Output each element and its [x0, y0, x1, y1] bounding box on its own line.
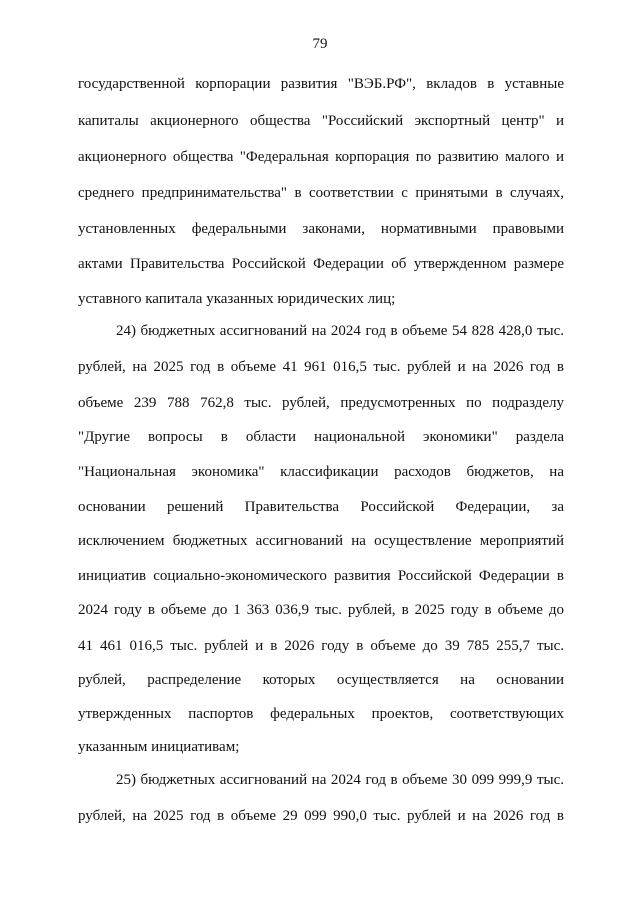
text-line: основании решений Правительства Российской Федерации, за: [78, 499, 564, 515]
text-line: установленных федеральными законами, нормативными правовыми: [78, 221, 564, 237]
paragraph-start-line: 24) бюджетных ассигнований на 2024 год в объеме 54 828 428,0 тыс.: [116, 323, 564, 339]
page-number: 79: [312, 36, 328, 52]
text-line: "Национальная экономика" классификации расходов бюджетов, на: [78, 464, 564, 480]
text-line: 41 461 016,5 тыс. рублей и в 2026 году в объеме до 39 785 255,7 тыс.: [78, 638, 564, 654]
text-line: уставного капитала указанных юридических лиц;: [78, 291, 396, 307]
text-line: "Другие вопросы в области национальной экономики" раздела: [78, 429, 564, 445]
text-line: рублей, на 2025 год в объеме 41 961 016,5 тыс. рублей и на 2026 год в: [78, 359, 564, 375]
text-line: инициатив социально-экономического развития Российской Федерации в: [78, 568, 564, 584]
text-line: актами Правительства Российской Федерации об утвержденном размере: [78, 256, 564, 272]
text-line: исключением бюджетных ассигнований на осуществление мероприятий: [78, 533, 564, 549]
text-line: указанным инициативам;: [78, 739, 240, 755]
text-line: среднего предпринимательства" в соответствии с принятыми в случаях,: [78, 185, 564, 201]
text-line: утвержденных паспортов федеральных проектов, соответствующих: [78, 706, 564, 722]
text-line: акционерного общества "Федеральная корпорация по развитию малого и: [78, 149, 564, 165]
text-line: объеме 239 788 762,8 тыс. рублей, предусмотренных по подразделу: [78, 395, 564, 411]
text-line: рублей, распределение которых осуществляется на основании: [78, 672, 564, 688]
text-line: 2024 году в объеме до 1 363 036,9 тыс. рублей, в 2025 году в объеме до: [78, 602, 564, 618]
text-line: рублей, на 2025 год в объеме 29 099 990,0 тыс. рублей и на 2026 год в: [78, 808, 564, 824]
text-line: капиталы акционерного общества "Российский экспортный центр" и: [78, 113, 564, 129]
paragraph-start-line: 25) бюджетных ассигнований на 2024 год в объеме 30 099 999,9 тыс.: [116, 772, 564, 788]
text-line: государственной корпорации развития "ВЭБ.РФ", вкладов в уставные: [78, 76, 564, 92]
